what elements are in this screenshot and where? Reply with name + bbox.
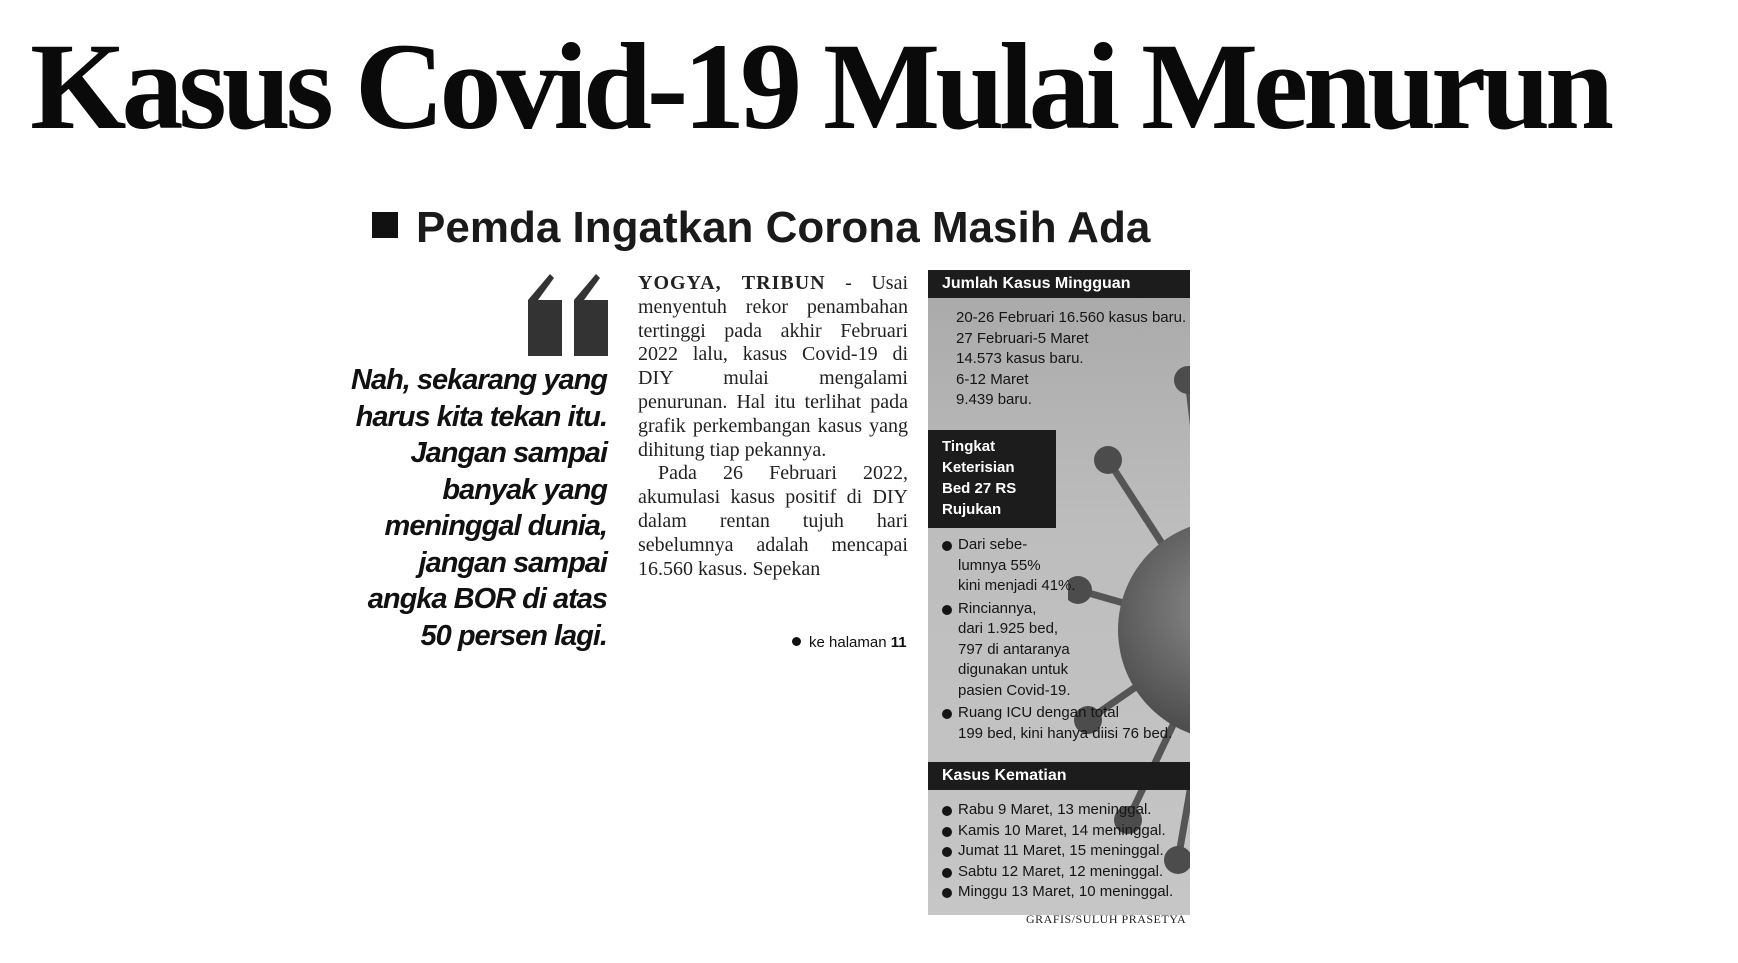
headline: Kasus Covid-19 Mulai Menurun xyxy=(30,18,1610,155)
continued-on-page[interactable] xyxy=(792,634,907,651)
death-item: Jumat 11 Maret, 15 meninggal. xyxy=(940,841,1173,862)
occupancy-header xyxy=(928,430,1056,528)
infographic xyxy=(928,270,1190,915)
article-text-1: - Usai menyentuh rekor penambahan tertinggi pada akhir Februari 2022 lalu, kasus Covid-19 di DIY mulai mengalami penurunan. Hal itu terlihat pada grafik perkembangan kasus yang dihitung tiap pekannya. xyxy=(638,272,909,461)
occupancy-item: Ruang ICU dengan total 199 bed, kini hanya diisi 76 bed. xyxy=(940,703,1172,744)
jump-prefix: ke halaman xyxy=(809,634,887,651)
death-item: Sabtu 12 Maret, 12 meninggal. xyxy=(940,862,1173,883)
weekly-line: 9.439 baru. xyxy=(956,391,1032,408)
subheadline-text: Pemda Ingatkan Corona Masih Ada xyxy=(416,203,1151,252)
occupancy-item: Dari sebe- lumnya 55% kini menjadi 41%. xyxy=(940,535,1172,597)
death-item: Rabu 9 Maret, 13 meninggal. xyxy=(940,800,1173,821)
death-item: Kamis 10 Maret, 14 meninggal. xyxy=(940,821,1173,842)
occupancy-item: Rinciannya, dari 1.925 bed, 797 di antaranya digunakan untuk pasien Covid-19. xyxy=(940,599,1172,702)
article-body xyxy=(638,272,908,581)
weekly-line: 14.573 kasus baru. xyxy=(956,350,1084,367)
graphic-credit: GRAFIS/SULUH PRASETYA xyxy=(1026,912,1187,926)
jump-page-number: 11 xyxy=(890,634,907,651)
deaths-list xyxy=(940,800,1173,903)
weekly-line: 27 Februari-5 Maret xyxy=(956,329,1089,347)
article-paragraph-1 xyxy=(638,272,908,462)
occupancy-title-line: Tingkat xyxy=(942,438,996,455)
deaths-header: Kasus Kematian xyxy=(928,762,1190,790)
occupancy-list xyxy=(940,535,1172,744)
pull-quote: Nah, sekarang yang harus kita tekan itu. Jangan sampai banyak yang meninggal dunia, jangan sampai angka BOR di atas 50 persen lagi. xyxy=(351,364,607,652)
weekly-cases-list xyxy=(956,308,1186,411)
weekly-cases-header: Jumlah Kasus Mingguan xyxy=(928,270,1190,298)
quote-mark-icon xyxy=(524,270,614,360)
square-bullet-icon xyxy=(372,212,398,238)
weekly-line: 6-12 Maret xyxy=(956,370,1029,388)
article-paragraph-2: Pada 26 Februari 2022, akumulasi kasus positif di DIY dalam rentan tujuh hari sebelumnya adalah mencapai 16.560 kasus. Sepekan xyxy=(638,462,908,580)
occupancy-title-line: Keterisian xyxy=(942,459,1015,476)
subheadline xyxy=(372,198,1150,258)
dateline: YOGYA, TRIBUN xyxy=(638,272,826,294)
weekly-line: 20-26 Februari 16.560 kasus baru. xyxy=(956,309,1187,326)
occupancy-title-line: Rujukan xyxy=(942,501,1002,518)
bullet-dot-icon xyxy=(792,637,801,646)
occupancy-title-line: Bed 27 RS xyxy=(942,480,1017,497)
death-item: Minggu 13 Maret, 10 meninggal. xyxy=(940,882,1173,903)
